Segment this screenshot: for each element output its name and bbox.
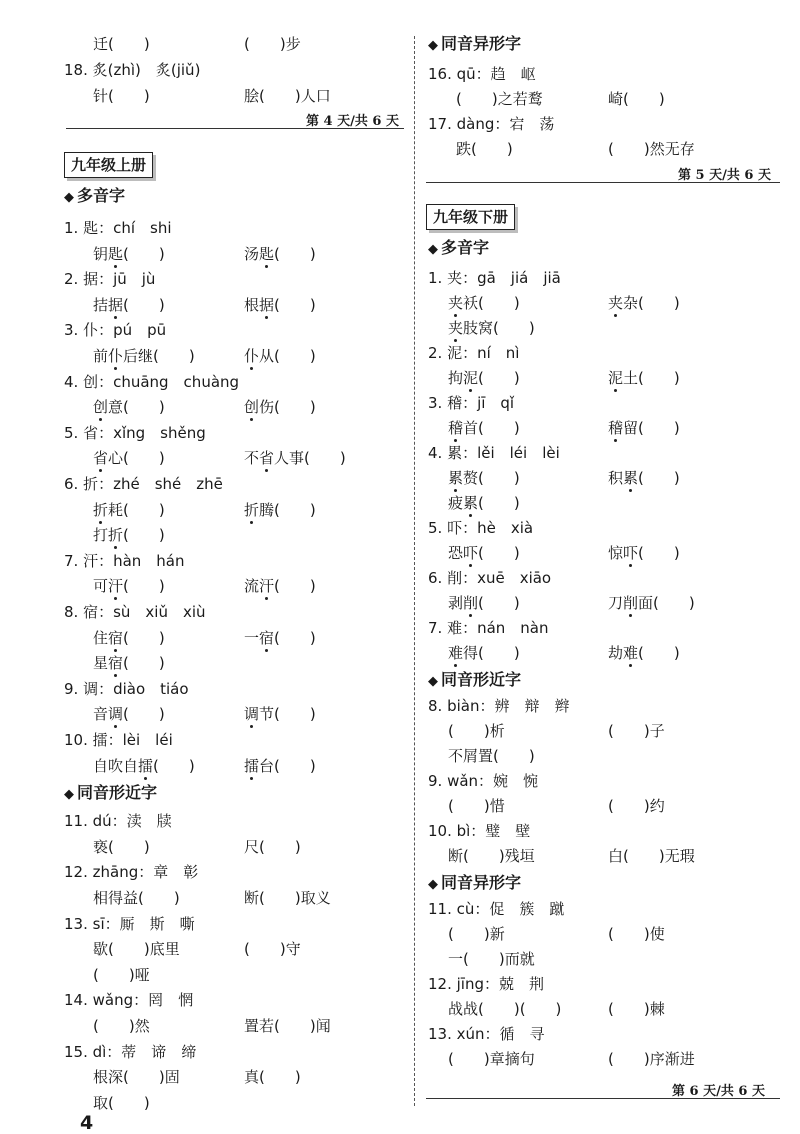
section-header: ◆ 同音异形字 bbox=[428, 873, 522, 892]
answer-cell: 歇( )底里 bbox=[93, 940, 180, 959]
answer-cell: 根据( ) bbox=[244, 295, 316, 314]
emphasis-dot-char: 累 bbox=[623, 469, 639, 487]
emphasis-dot-char: 擂 bbox=[138, 756, 154, 775]
answer-cell: 崎( ) bbox=[608, 90, 665, 108]
answer-cell: 跌( ) bbox=[456, 140, 513, 158]
answer-cell: ( )子 bbox=[608, 722, 665, 740]
answer-cell: 惊吓( ) bbox=[608, 544, 680, 562]
answer-cell: ( )章摘句 bbox=[448, 1050, 535, 1068]
emphasis-dot-char: 擂 bbox=[244, 756, 260, 775]
answer-cell: ( )序渐进 bbox=[608, 1050, 695, 1068]
emphasis-dot-char: 夹 bbox=[448, 294, 464, 312]
emphasis-dot-char: 创 bbox=[93, 398, 109, 417]
emphasis-dot-char: 折 bbox=[108, 526, 124, 545]
emphasis-dot-char: 匙 bbox=[108, 244, 124, 263]
answer-cell: ( )守 bbox=[244, 940, 301, 959]
answer-cell: 剥削( ) bbox=[448, 594, 520, 612]
emphasis-dot-char: 泥 bbox=[463, 369, 479, 387]
answer-cell: ( )步 bbox=[244, 35, 301, 53]
emphasis-dot-char: 吓 bbox=[623, 544, 639, 562]
emphasis-dot-char: 泥 bbox=[608, 369, 624, 387]
emphasis-dot-char: 创 bbox=[244, 398, 260, 417]
answer-cell: ( )析 bbox=[448, 722, 505, 740]
answer-cell: 亵( ) bbox=[93, 837, 150, 856]
answer-cell: 刀削面( ) bbox=[608, 594, 695, 612]
answer-cell: 仆从( ) bbox=[244, 347, 316, 365]
section-header: ◆ 多音字 bbox=[428, 238, 490, 257]
diamond-bullet-icon: ◆ bbox=[428, 674, 438, 689]
grade-label: 九年级上册 bbox=[64, 152, 153, 178]
emphasis-dot-char: 稽 bbox=[448, 419, 464, 437]
answer-cell: ( )棘 bbox=[608, 1000, 665, 1018]
answer-cell: 创意( ) bbox=[93, 398, 165, 417]
item-head: 4. 累：lěi léi lèi bbox=[428, 444, 560, 462]
item-head: 2. 据：jū jù bbox=[64, 270, 156, 289]
answer-cell: 拮据( ) bbox=[93, 295, 165, 314]
answer-cell: 擂台( ) bbox=[244, 756, 316, 775]
item-head: 14. wǎng：罔 惘 bbox=[64, 991, 194, 1010]
emphasis-dot-char: 夹 bbox=[608, 294, 624, 312]
item-head: 8. biàn：辨 辩 辫 bbox=[428, 697, 570, 715]
item-head: 5. 省：xǐng shěng bbox=[64, 423, 206, 442]
answer-cell: 稽留( ) bbox=[608, 419, 680, 437]
emphasis-dot-char: 削 bbox=[463, 594, 479, 612]
item-head: 6. 折：zhé shé zhē bbox=[64, 475, 223, 493]
answer-cell: 省心( ) bbox=[93, 449, 165, 468]
emphasis-dot-char: 匙 bbox=[259, 244, 275, 263]
page-number: 4 bbox=[80, 1112, 94, 1134]
answer-cell: 取( ) bbox=[93, 1093, 150, 1112]
item-head: 7. 汗：hàn hán bbox=[64, 551, 185, 570]
emphasis-dot-char: 调 bbox=[108, 705, 124, 724]
answer-cell: 疲累( ) bbox=[448, 494, 520, 512]
emphasis-dot-char: 削 bbox=[623, 594, 639, 612]
right-column bbox=[420, 0, 800, 1132]
item-head: 11. cù：促 簇 蹴 bbox=[428, 900, 565, 918]
answer-cell: 拘泥( ) bbox=[448, 369, 520, 387]
answer-cell: 流汗( ) bbox=[244, 577, 316, 596]
emphasis-dot-char: 难 bbox=[623, 644, 639, 662]
answer-cell: ( )然 bbox=[93, 1017, 150, 1035]
answer-cell: 可汗( ) bbox=[93, 577, 165, 596]
answer-cell: 折耗( ) bbox=[93, 500, 165, 519]
item-head: 3. 稽：jī qǐ bbox=[428, 394, 515, 412]
answer-cell: 不省人事( ) bbox=[244, 449, 346, 468]
answer-cell: 劫难( ) bbox=[608, 644, 680, 662]
day-counter: 第 4 天/共 6 天 bbox=[306, 114, 399, 129]
section-header: ◆ 多音字 bbox=[64, 186, 126, 205]
answer-cell: ( )约 bbox=[608, 797, 665, 815]
diamond-bullet-icon: ◆ bbox=[428, 242, 438, 257]
emphasis-dot-char: 累 bbox=[448, 469, 464, 487]
emphasis-dot-char: 省 bbox=[93, 449, 109, 468]
answer-cell: ( )使 bbox=[608, 925, 665, 943]
item-head: 5. 吓：hè xià bbox=[428, 519, 534, 537]
emphasis-dot-char: 难 bbox=[448, 644, 464, 662]
answer-cell: ( )之若鹜 bbox=[456, 90, 543, 108]
answer-cell: 脍( )人口 bbox=[244, 87, 331, 105]
item-head: 13. sī：厮 斯 嘶 bbox=[64, 914, 195, 933]
emphasis-dot-char: 调 bbox=[244, 705, 260, 724]
answer-cell: 调节( ) bbox=[244, 705, 316, 724]
answer-cell: 折腾( ) bbox=[244, 500, 316, 519]
emphasis-dot-char: 稽 bbox=[608, 419, 624, 437]
answer-cell: 迁( ) bbox=[93, 35, 150, 53]
diamond-bullet-icon: ◆ bbox=[64, 787, 74, 803]
emphasis-dot-char: 省 bbox=[259, 449, 275, 468]
emphasis-dot-char: 汗 bbox=[108, 577, 124, 596]
answer-cell: 稽首( ) bbox=[448, 419, 520, 437]
emphasis-dot-char: 折 bbox=[93, 500, 109, 519]
emphasis-dot-char: 折 bbox=[244, 500, 260, 519]
answer-cell: 夹袄( ) bbox=[448, 294, 520, 312]
item-head: 1. 夹：gā jiá jiā bbox=[428, 269, 561, 287]
item-head: 10. 擂：lèi léi bbox=[64, 731, 173, 749]
answer-cell: 音调( ) bbox=[93, 705, 165, 724]
emphasis-dot-char: 吓 bbox=[463, 544, 479, 562]
answer-cell: 钥匙( ) bbox=[93, 244, 165, 263]
item-head: 17. dàng：宕 荡 bbox=[428, 115, 555, 133]
item-head: 2. 泥：ní nì bbox=[428, 344, 520, 362]
column-divider bbox=[414, 36, 415, 1106]
section-header: ◆ 同音形近字 bbox=[64, 783, 158, 803]
answer-cell: 一( )而就 bbox=[448, 950, 535, 968]
emphasis-dot-char: 宿 bbox=[108, 628, 124, 647]
answer-cell: 积累( ) bbox=[608, 469, 680, 487]
section-header: ◆ 同音形近字 bbox=[428, 670, 522, 689]
item-head: 11. dú：渎 牍 bbox=[64, 812, 172, 831]
answer-cell: 不屑置( ) bbox=[448, 747, 535, 765]
item-head: 16. qū：趋 岖 bbox=[428, 65, 536, 83]
item-head: 1. 匙：chí shi bbox=[64, 219, 172, 237]
item-head: 13. xún：循 寻 bbox=[428, 1025, 545, 1043]
answer-cell: 汤匙( ) bbox=[244, 244, 316, 263]
answer-cell: 夹杂( ) bbox=[608, 294, 680, 312]
answer-cell: 一宿( ) bbox=[244, 628, 316, 647]
answer-cell: 尺( ) bbox=[244, 837, 301, 856]
diamond-bullet-icon: ◆ bbox=[428, 38, 438, 53]
answer-cell: 累赘( ) bbox=[448, 469, 520, 487]
answer-cell: 夹肢窝( ) bbox=[448, 319, 535, 337]
answer-cell: 断( )残垣 bbox=[448, 847, 535, 865]
answer-cell: 打折( ) bbox=[93, 526, 165, 545]
emphasis-dot-char: 仆 bbox=[108, 347, 124, 365]
answer-cell: 自吹自擂( ) bbox=[93, 756, 195, 775]
emphasis-dot-char: 宿 bbox=[259, 628, 275, 647]
emphasis-dot-char: 据 bbox=[259, 295, 275, 314]
item-head: 12. jīng：兢 荆 bbox=[428, 975, 544, 993]
emphasis-dot-char: 夹 bbox=[448, 319, 464, 337]
item-head: 9. 调：diào tiáo bbox=[64, 679, 189, 698]
item-head: 18. 炙(zhì) 炙(jiǔ) bbox=[64, 61, 201, 79]
emphasis-dot-char: 仆 bbox=[244, 347, 260, 365]
answer-cell: 真( ) bbox=[244, 1068, 301, 1087]
answer-cell: 住宿( ) bbox=[93, 628, 165, 647]
item-head: 4. 创：chuāng chuàng bbox=[64, 372, 240, 391]
answer-cell: 创伤( ) bbox=[244, 398, 316, 417]
emphasis-dot-char: 汗 bbox=[259, 577, 275, 596]
grade-label: 九年级下册 bbox=[426, 204, 515, 230]
diamond-bullet-icon: ◆ bbox=[428, 877, 438, 892]
answer-cell: 星宿( ) bbox=[93, 654, 165, 673]
emphasis-dot-char: 宿 bbox=[108, 654, 124, 673]
item-head: 3. 仆：pú pū bbox=[64, 321, 167, 340]
item-head: 9. wǎn：婉 惋 bbox=[428, 772, 539, 790]
answer-cell: 恐吓( ) bbox=[448, 544, 520, 562]
answer-cell: 置若( )闻 bbox=[244, 1017, 331, 1035]
answer-cell: 断( )取义 bbox=[244, 889, 331, 907]
answer-cell: 泥土( ) bbox=[608, 369, 680, 387]
answer-cell: 前仆后继( ) bbox=[93, 347, 195, 365]
item-head: 12. zhāng：章 彰 bbox=[64, 863, 199, 882]
diamond-bullet-icon: ◆ bbox=[64, 190, 74, 205]
item-head: 15. dì：蒂 谛 缔 bbox=[64, 1042, 197, 1061]
answer-cell: ( )哑 bbox=[93, 965, 150, 984]
item-head: 6. 削：xuē xiāo bbox=[428, 569, 552, 587]
answer-cell: 针( ) bbox=[93, 87, 150, 105]
item-head: 8. 宿：sù xiǔ xiù bbox=[64, 603, 206, 621]
answer-cell: ( )惜 bbox=[448, 797, 505, 815]
answer-cell: 相得益( ) bbox=[93, 889, 180, 907]
answer-cell: ( )然无存 bbox=[608, 140, 695, 158]
answer-cell: ( )新 bbox=[448, 925, 505, 943]
answer-cell: 白( )无瑕 bbox=[608, 847, 695, 865]
day-counter: 第 5 天/共 6 天 bbox=[678, 168, 771, 183]
section-header: ◆ 同音异形字 bbox=[428, 34, 522, 53]
emphasis-dot-char: 累 bbox=[463, 494, 479, 512]
answer-cell: 根深( )固 bbox=[93, 1068, 180, 1087]
item-head: 10. bì：璧 壁 bbox=[428, 822, 531, 840]
answer-cell: 难得( ) bbox=[448, 644, 520, 662]
item-head: 7. 难：nán nàn bbox=[428, 619, 549, 637]
answer-cell: 战战( )( ) bbox=[448, 1000, 562, 1018]
day-counter: 第 6 天/共 6 天 bbox=[672, 1084, 765, 1099]
emphasis-dot-char: 据 bbox=[108, 295, 124, 314]
